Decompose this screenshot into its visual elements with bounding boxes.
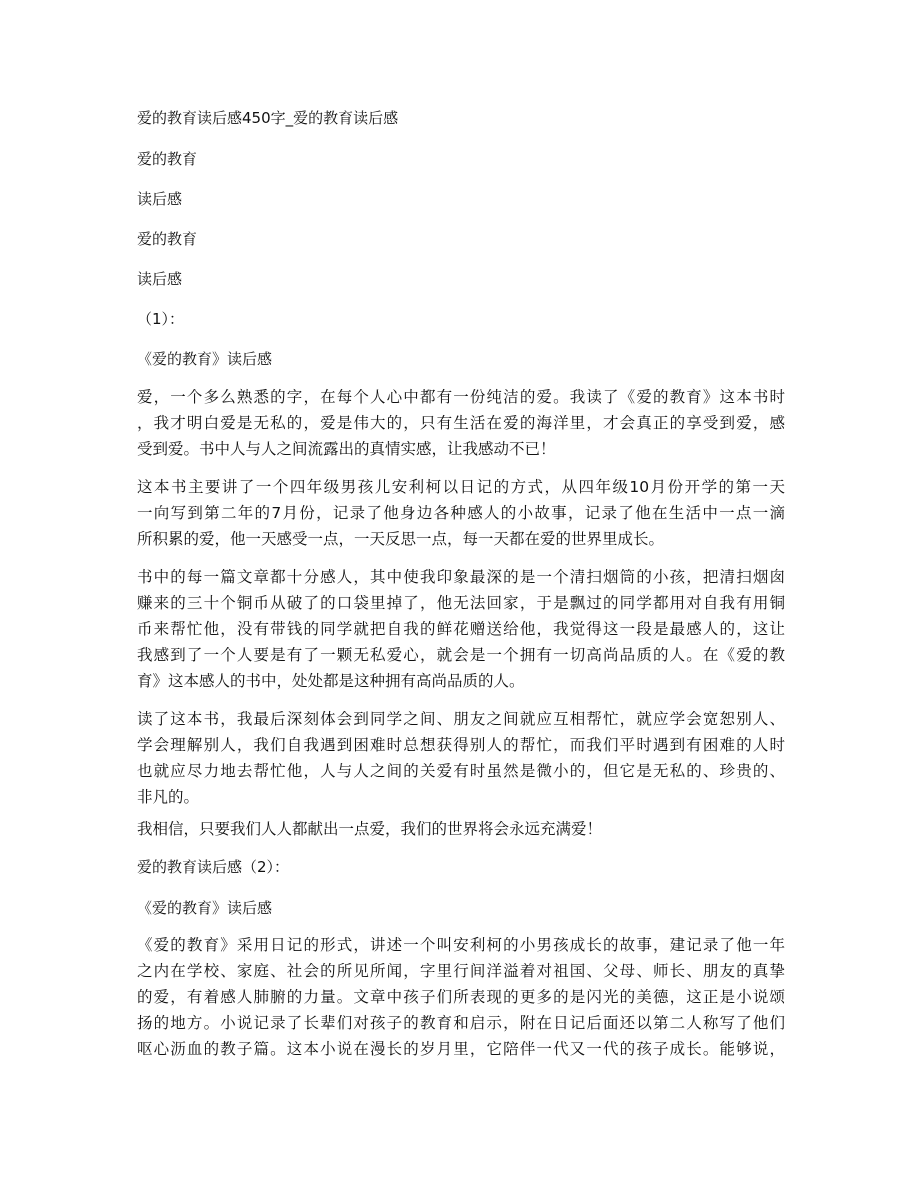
paragraph-line: 非凡的。 (137, 788, 200, 806)
paragraph-line: 之内在学校、家庭、社会的所见所闻，字里行间洋溢着对祖国、父母、师长、朋友的真挚 (137, 962, 785, 980)
paragraph-line: 一向写到第二年的7月份，记录了他身边各种感人的小故事，记录了他在生活中一点一滴 (137, 504, 785, 522)
document-title: 爱的教育读后感450字_爱的教育读后感 (137, 109, 399, 127)
paragraph-line: ，我才明白爱是无私的，爱是伟大的，只有生活在爱的海洋里，才会真正的享受到爱，感 (137, 414, 785, 432)
paragraph-line: 读了这本书，我最后深刻体会到同学之间、朋友之间就应互相帮忙，就应学会宽恕别人、 (137, 710, 785, 728)
body-paragraph (137, 706, 785, 810)
body-paragraph (137, 384, 785, 462)
paragraph-line: 我相信，只要我们人人都献出一点爱，我们的世界将会永远充满爱！ (137, 820, 603, 838)
paragraph-line: 《爱的教育》采用日记的形式，讲述一个叫安利柯的小男孩成长的故事，建记录了他一年 (137, 936, 785, 954)
body-paragraph (137, 564, 785, 694)
paragraph-line: 爱，一个多么熟悉的字，在每个人心中都有一份纯洁的爱。我读了《爱的教育》这本书时 (137, 388, 785, 406)
section-heading: 爱的教育读后感（2）： (137, 858, 290, 876)
paragraph-line: 呕心沥血的教子篇。这本小说在漫长的岁月里，它陪伴一代又一代的孩子成长。能够说， (137, 1040, 785, 1058)
section-subheading: 《爱的教育》读后感 (137, 899, 273, 917)
paragraph-line: 也就应尽力地去帮忙他，人与人之间的关爱有时虽然是微小的，但它是无私的、珍贵的、 (137, 762, 785, 780)
paragraph-line: 所积累的爱，他一天感受一点，一天反思一点，每一天都在爱的世界里成长。 (137, 530, 665, 548)
paragraph-line: 的爱，有着感人肺腑的力量。文章中孩子们所表现的更多的是闪光的美德，这正是小说颂 (137, 988, 785, 1006)
body-paragraph (137, 932, 785, 1062)
text-line: 读后感 (137, 190, 183, 208)
paragraph-line: 这本书主要讲了一个四年级男孩儿安利柯以日记的方式，从四年级10月份开学的第一天 (137, 478, 785, 496)
paragraph-line: 赚来的三十个铜币从破了的口袋里掉了，他无法回家，于是飘过的同学都用对自我有用铜 (137, 594, 785, 612)
section-number: （1）： (137, 310, 185, 328)
section-heading: 《爱的教育》读后感 (137, 350, 273, 368)
body-paragraph (137, 474, 785, 552)
paragraph-line: 育》这本感人的书中，处处都是这种拥有高尚品质的人。 (137, 672, 525, 690)
text-line: 爱的教育 (137, 230, 198, 248)
paragraph-line: 受到爱。书中人与人之间流露出的真情实感，让我感动不已！ (137, 440, 556, 458)
paragraph-line: 我感到了一个人要是有了一颗无私爱心，就会是一个拥有一切高尚品质的人。在《爱的教 (137, 646, 785, 664)
paragraph-line: 币来帮忙他，没有带钱的同学就把自我的鲜花赠送给他，我觉得这一段是最感人的，这让 (137, 620, 785, 638)
paragraph-line: 书中的每一篇文章都十分感人，其中使我印象最深的是一个清扫烟筒的小孩，把清扫烟囱 (137, 568, 785, 586)
text-line: 读后感 (137, 270, 183, 288)
body-paragraph (137, 816, 785, 842)
text-line: 爱的教育 (137, 150, 198, 168)
paragraph-line: 扬的地方。小说记录了长辈们对孩子的教育和启示，附在日记后面还以第二人称写了他们 (137, 1014, 785, 1032)
paragraph-line: 学会理解别人，我们自我遇到困难时总想获得别人的帮忙，而我们平时遇到有困难的人时 (137, 736, 785, 754)
